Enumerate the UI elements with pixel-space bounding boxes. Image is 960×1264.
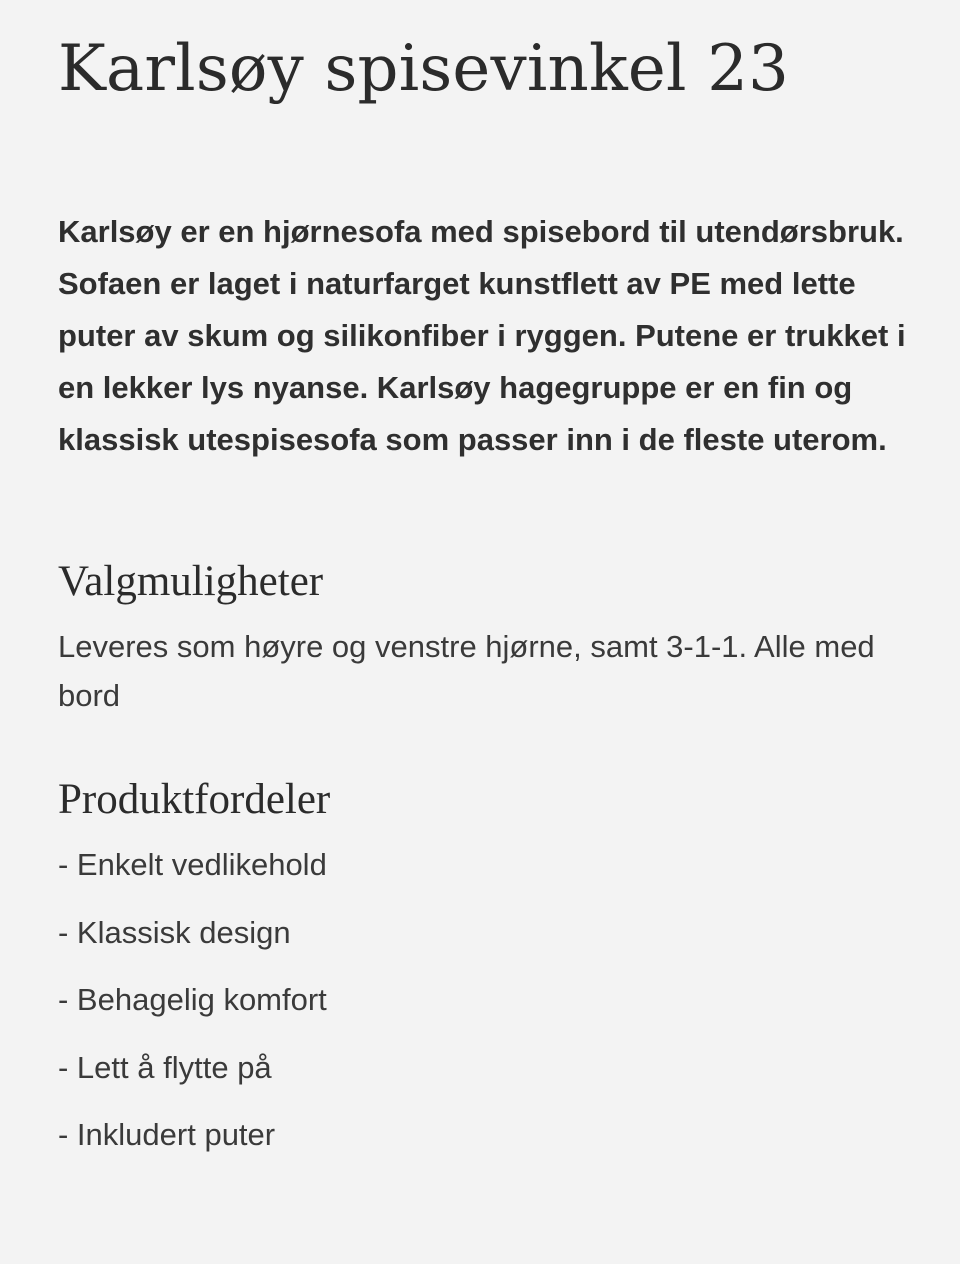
options-heading: Valgmuligheter [58, 558, 324, 605]
benefits-list [58, 836, 327, 1174]
product-description: Karlsøy er en hjørnesofa med spisebord til utendørsbruk. Sofaen er laget i naturfarget kunstflett av PE med lette puter av skum og silikonfiber i ryggen. Putene er trukket i en lekker lys nyanse. Karlsøy hagegruppe er en fin og klassisk utespisesofa som passer inn i de fleste uterom. [58, 214, 906, 457]
benefit-item: - Behagelig komfort [58, 982, 327, 1017]
benefits-heading: Produktfordeler [58, 776, 331, 823]
benefit-item: - Inkludert puter [58, 1117, 276, 1152]
benefit-item: - Klassisk design [58, 914, 291, 950]
product-title: Karlsøy spisevinkel 23 [58, 32, 790, 106]
benefit-item: - Lett å flytte på [58, 1049, 272, 1085]
options-text: Leveres som høyre og venstre hjørne, samt 3-1-1. Alle med bord [58, 629, 875, 713]
benefit-item: - Enkelt vedlikehold [58, 847, 327, 882]
